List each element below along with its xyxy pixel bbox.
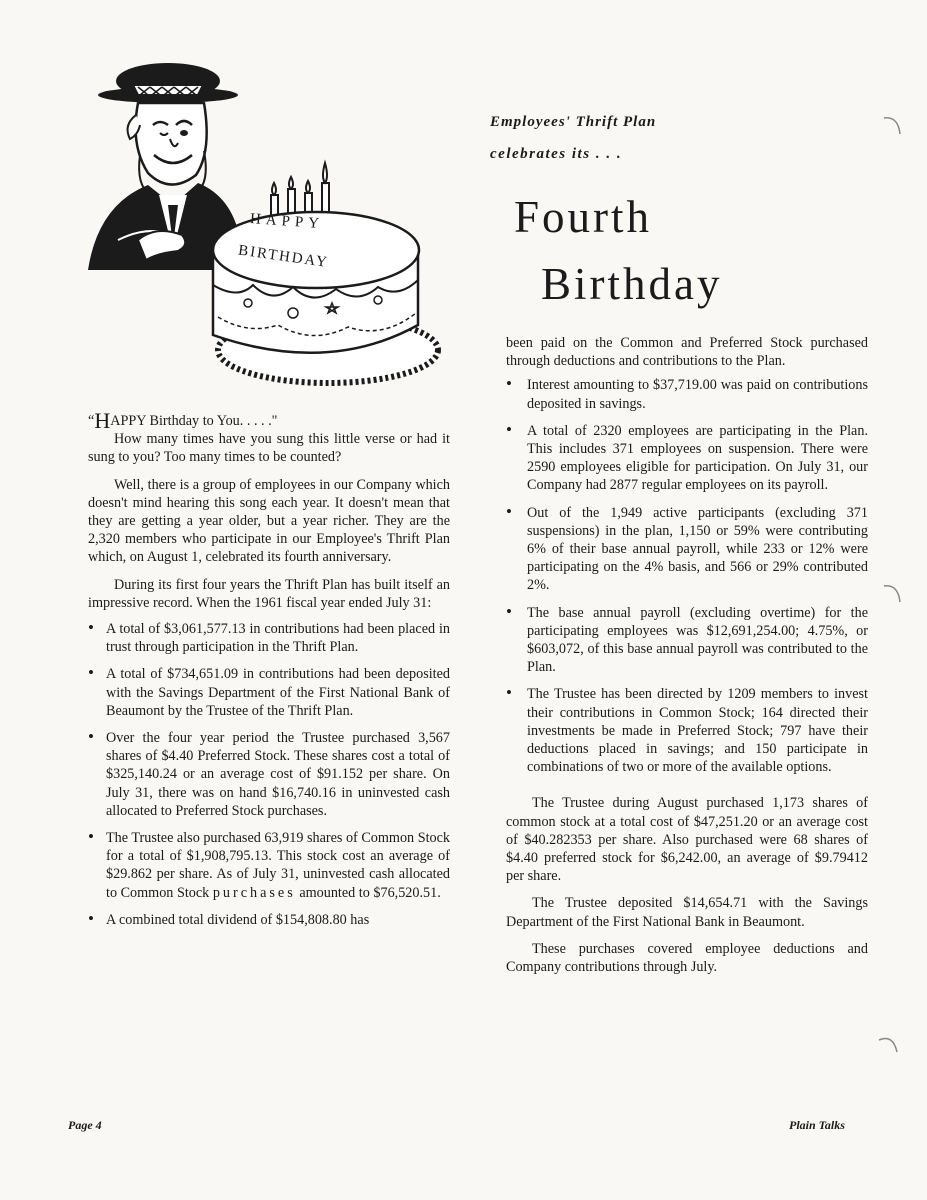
- list-item: • Over the four year period the Trustee purchased 3,567 shares of $4.40 Preferred Stock. These shares cost a total of $325,140.24 or an average cost of $91.152 per share. On July 31, there was on hand $16,740.16 in uninvested cash allocated to Preferred Stock purchases.: [88, 729, 450, 820]
- paragraph-2: Well, there is a group of employees in our Company which doesn't mind hearing this song each year. It doesn't mean that they are getting a year older, but a year richer. They are the 2,320 members who participate in our Employee's Thrift Plan which, on August 1, celebrated its fourth anniversary.: [88, 476, 450, 566]
- song-line: “HAPPY Birthday to You. . . . .": [88, 408, 278, 433]
- list-item: • A total of $734,651.09 in contributions had been deposited with the Savings Department of the First National Bank of Beaumont by the Trustee of the Thrift Plan.: [88, 665, 450, 720]
- continuation-paragraph: been paid on the Common and Preferred Stock purchased through deductions and contributions to the Plan.: [506, 335, 868, 370]
- bullet4-text-b: amounted to $76,520.51.: [299, 884, 441, 901]
- binder-hole-mark: [880, 112, 906, 138]
- list-item: • Out of the 1,949 active participants (excluding 371 suspensions) in the plan, 1,150 or 59% were contributing 6% of their base annual payroll, while 233 or 12% were participating on the 4% basis, and 566 or 29% contributed 2%.: [506, 504, 868, 595]
- list-item: • The base annual payroll (excluding overtime) for the participating employees was $12,691,254.00; 4.75%, or $603,072, of this base annual payroll was contributed to the Plan.: [506, 604, 868, 677]
- drop-cap: H: [94, 408, 111, 433]
- binder-hole-mark: [875, 1030, 901, 1056]
- tam-hat: [98, 63, 238, 103]
- cake-text-birthday: BIRTHDAY: [237, 242, 330, 272]
- kicker-line-2: celebrates its . . .: [490, 146, 623, 162]
- binder-hole-mark: [880, 580, 906, 606]
- birthday-cake-illustration: [78, 55, 448, 400]
- list-item: • A combined total dividend of $154,808.80 has: [88, 911, 450, 929]
- august-purchases-paragraph: The Trustee during August purchased 1,173 shares of common stock at a total cost of $47,251.20 or an average cost of $40.282353 per share. Also purchased were 68 shares of $4.40 preferred stock for $6,242.00, an average of $9.79412 per share.: [506, 795, 868, 885]
- page-number: Page 4: [68, 1118, 102, 1132]
- list-item: [88, 829, 450, 902]
- cake: [213, 211, 438, 383]
- right-column: [506, 334, 868, 976]
- list-item: • A total of $3,061,577.13 in contributions had been placed in trust through participation in the Thrift Plan.: [88, 620, 450, 656]
- title-line-1: Fourth: [514, 192, 653, 242]
- cake-text-happy: HAPPY: [249, 211, 325, 233]
- deposit-paragraph: The Trustee deposited $14,654.71 with the Savings Department of the First National Bank in Beaumont.: [506, 895, 868, 930]
- left-column: [88, 408, 451, 938]
- list-item: • The Trustee has been directed by 1209 members to invest their contributions in Common Stock; 164 directed their investments be made in Preferred Stock; 797 have their deductions placed in savings; and 150 participate in combinations of two or more of the available options.: [506, 685, 868, 776]
- song-text: APPY Birthday to You. . . . .": [110, 413, 278, 429]
- left-bullet-list: [88, 620, 450, 929]
- bullet4-text-a: The Trustee also purchased 63,919 shares of Common Stock for a total of $1,908,795.13. This stock cost an average of $29.862 per share. As of July 31, uninvested cash allocated to Common Stock: [106, 830, 451, 901]
- list-item: • A total of 2320 employees are participating in the Plan. This includes 371 employees on suspension. There were 2590 employees eligible for participation. On July 31, our Company had 2877 regular employees on its payroll.: [506, 422, 868, 495]
- bullet4-spaced-word: purchases: [212, 884, 296, 901]
- title-line-2: Birthday: [541, 259, 723, 309]
- right-bullet-list: [506, 376, 868, 776]
- kicker-line-1: Employees' Thrift Plan: [490, 114, 657, 130]
- intro-paragraph: How many times have you sung this little verse or had it sung to you? Too many times to be counted?: [88, 431, 450, 466]
- list-item: • Interest amounting to $37,719.00 was paid on contributions deposited in savings.: [506, 376, 868, 412]
- leprechaun-face: [128, 103, 207, 195]
- publication-name: Plain Talks: [789, 1118, 845, 1132]
- paragraph-3: During its first four years the Thrift Plan has built itself an impressive record. When the 1961 fiscal year ended July 31:: [88, 576, 450, 611]
- final-paragraph: These purchases covered employee deductions and Company contributions through July.: [506, 940, 868, 976]
